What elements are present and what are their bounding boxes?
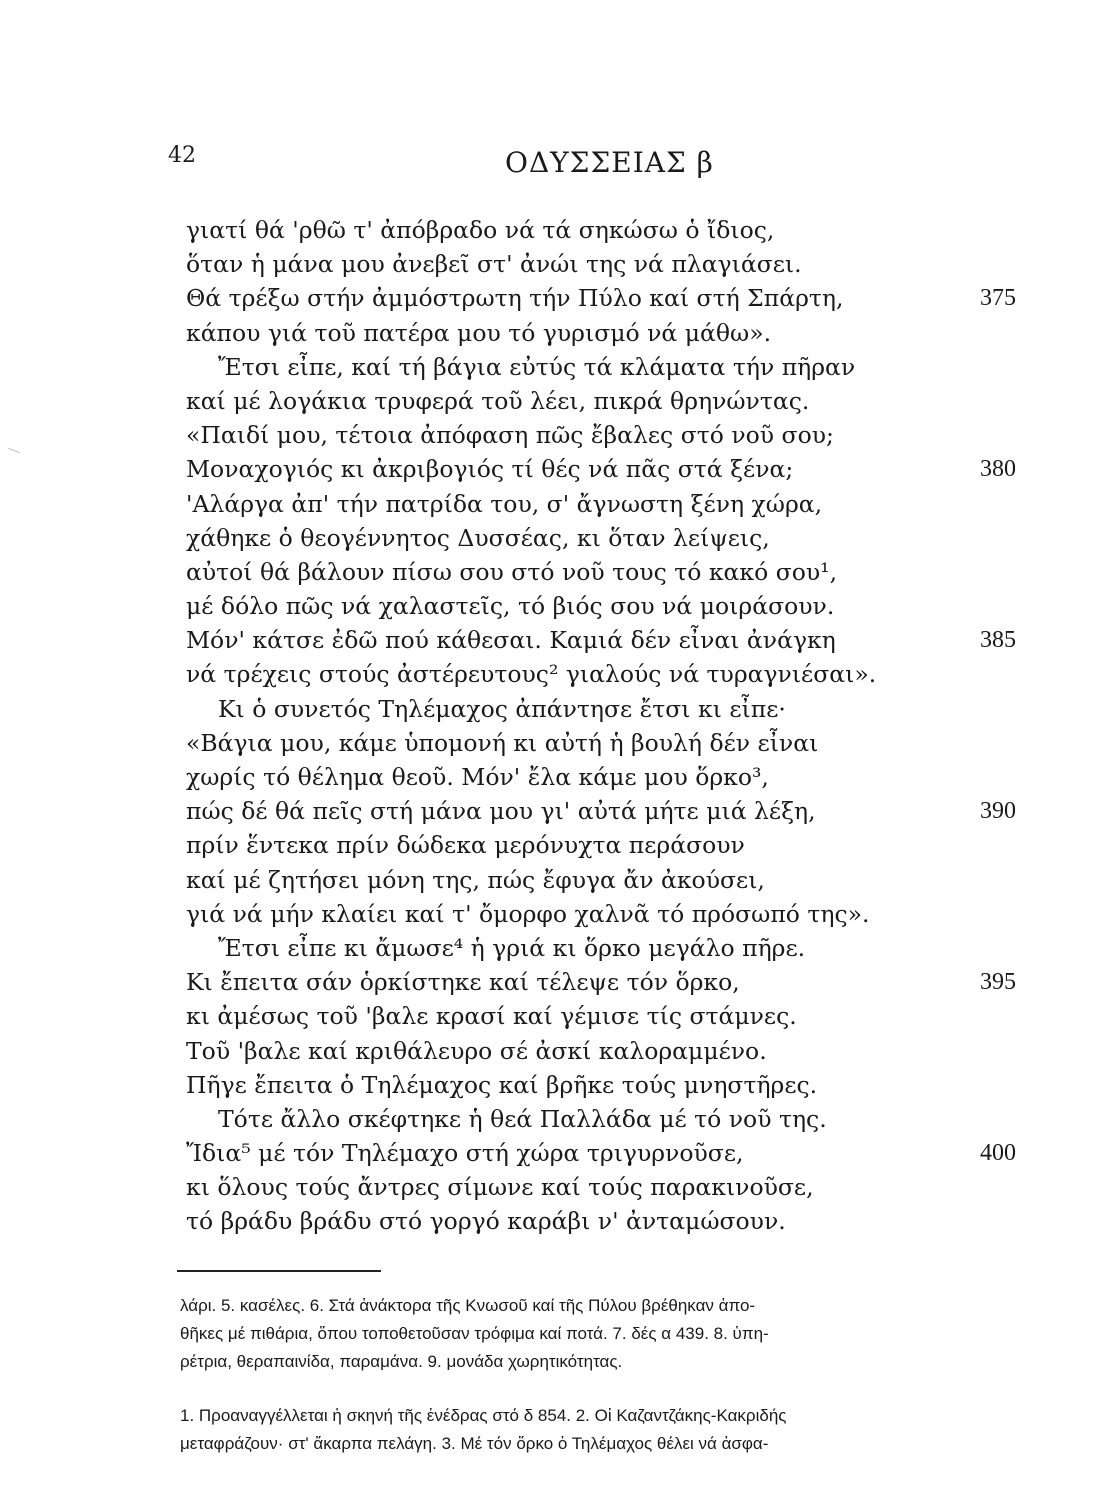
verse-line	[186, 999, 1016, 1033]
verse-text: Κι ἔπειτα σάν ὁρκίστηκε καί τέλεψε τόν ὅρκο,	[186, 968, 740, 997]
verse-line	[186, 726, 1016, 760]
running-title: ΟΔΥΣΣΕΙΑΣ β	[505, 146, 714, 179]
line-number: 385	[980, 627, 1016, 654]
verse-text: «Βάγια μου, κάμε ὑπομονή κι αὐτή ἡ βουλή δέν εἶναι	[186, 728, 819, 757]
verse-line	[186, 760, 1016, 794]
verse-text: Ἔτσι εἶπε, καί τή βάγια εὐτύς τά κλάματα τήν πῆραν	[218, 352, 856, 381]
verse-line	[186, 452, 1016, 486]
verse-text: γιά νά μήν κλαίει καί τ' ὄμορφο χαλνᾶ τό πρόσωπό της».	[186, 899, 870, 928]
verse-text: Πῆγε ἔπειτα ὁ Τηλέμαχος καί βρῆκε τούς μνηστῆρες.	[186, 1070, 818, 1099]
verse-line	[186, 794, 1016, 828]
verse-line	[186, 521, 1016, 555]
verse-text: Τοῦ 'βαλε καί κριθάλευρο σέ ἀσκί καλοραμμένο.	[186, 1036, 767, 1065]
footnotes-continued	[180, 1292, 1010, 1376]
verse-line	[186, 1170, 1016, 1204]
verse-line	[186, 384, 1016, 418]
verse-line	[186, 692, 1016, 726]
footnote-line: ρέτρια, θεραπαινίδα, παραμάνα. 9. μονάδα χωρητικότητας.	[180, 1352, 623, 1371]
verse-line	[186, 316, 1016, 350]
verse-text: 'Αλάργα ἀπ' τήν πατρίδα του, σ' ἄγνωστη ξένη χώρα,	[186, 489, 823, 518]
verse-line	[186, 555, 1016, 589]
verse-text: αὐτοί θά βάλουν πίσω σου στό νοῦ τους τό κακό σου¹,	[186, 557, 838, 586]
verse-line	[186, 828, 1016, 862]
verse-text: Ἴδια⁵ μέ τόν Τηλέμαχο στή χώρα τριγυρνοῦσε,	[186, 1139, 744, 1168]
verse-text: νά τρέχεις στούς ἀστέρευτους² γιαλούς νά τυραγνιέσαι».	[186, 660, 877, 689]
verse-line	[186, 418, 1016, 452]
verse-line	[186, 1102, 1016, 1136]
verse-text: κάπου γιά τοῦ πατέρα μου τό γυρισμό νά μάθω».	[186, 318, 772, 347]
verse-text: Μόν' κάτσε ἐδῶ πού κάθεσαι. Καμιά δέν εἶναι ἀνάγκη	[186, 626, 836, 655]
verse-line	[186, 965, 1016, 999]
poem-text	[186, 213, 1016, 1239]
verse-text: καί μέ ζητήσει μόνη της, πώς ἔφυγα ἄν ἀκούσει,	[186, 865, 765, 894]
verse-text: Θά τρέξω στήν ἀμμόστρωτη τήν Πύλο καί στή Σπάρτη,	[186, 284, 844, 313]
stray-mark	[8, 448, 20, 453]
verse-text: Μοναχογιός κι ἀκριβογιός τί θές νά πᾶς στά ξένα;	[186, 455, 794, 484]
verse-text: μέ δόλο πῶς νά χαλαστεῖς, τό βιός σου νά μοιράσουν.	[186, 592, 835, 621]
verse-line	[186, 863, 1016, 897]
verse-text: Κι ὁ συνετός Τηλέμαχος ἀπάντησε ἔτσι κι εἶπε·	[218, 694, 786, 723]
footnote-line: 1. Προαναγγέλλεται ἡ σκηνή τῆς ἐνέδρας στό δ 854. 2. Οἱ Καζαντζάκης-Κακριδής	[180, 1406, 787, 1425]
verse-line	[186, 1136, 1016, 1170]
verse-text: πρίν ἕντεκα πρίν δώδεκα μερόνυχτα περάσουν	[186, 831, 745, 860]
footnote-line: μεταφράζουν· στ' ἄκαρπα πελάγη. 3. Μέ τόν ὅρκο ὁ Τηλέμαχος θέλει νά ἀσφα-	[180, 1434, 769, 1453]
footnote-line: θῆκες μέ πιθάρια, ὅπου τοποθετοῦσαν τρόφιμα καί ποτά. 7. δές α 439. 8. ὑπη-	[180, 1324, 769, 1343]
verse-line	[186, 623, 1016, 657]
verse-text: κι ὅλους τούς ἄντρες σίμωνε καί τούς παρακινοῦσε,	[186, 1173, 814, 1202]
verse-line	[186, 1068, 1016, 1102]
verse-line	[186, 487, 1016, 521]
verse-line	[186, 1034, 1016, 1068]
verse-line	[186, 657, 1016, 691]
verse-text: καί μέ λογάκια τρυφερά τοῦ λέει, πικρά θρηνώντας.	[186, 386, 810, 415]
verse-text: τό βράδυ βράδυ στό γοργό καράβι ν' ἀνταμώσουν.	[186, 1207, 786, 1236]
verse-line	[186, 589, 1016, 623]
line-number: 390	[980, 798, 1016, 825]
verse-text: γιατί θά 'ρθῶ τ' ἀπόβραδο νά τά σηκώσω ὁ ἴδιος,	[186, 216, 775, 244]
verse-text: Ἔτσι εἶπε κι ἄμωσε⁴ ἡ γριά κι ὅρκο μεγάλο πῆρε.	[218, 933, 806, 962]
verse-text: χάθηκε ὁ θεογέννητος Δυσσέας, κι ὅταν λείψεις,	[186, 523, 770, 552]
verse-line	[186, 350, 1016, 384]
line-number: 380	[980, 456, 1016, 483]
verse-text: πώς δέ θά πεῖς στή μάνα μου γι' αὐτά μήτε μιά λέξη,	[186, 797, 816, 826]
verse-text: κι ἀμέσως τοῦ 'βαλε κρασί καί γέμισε τίς στάμνες.	[186, 1002, 797, 1031]
page-number: 42	[168, 143, 196, 168]
line-number: 375	[980, 285, 1016, 312]
verse-text: χωρίς τό θέλημα θεοῦ. Μόν' ἔλα κάμε μου ὅρκο³,	[186, 763, 769, 791]
verse-text: Τότε ἄλλο σκέφτηκε ἡ θεά Παλλάδα μέ τό νοῦ της.	[218, 1104, 827, 1133]
verse-line	[186, 897, 1016, 931]
verse-line	[186, 1204, 1016, 1238]
line-number: 395	[980, 969, 1016, 996]
verse-text: «Παιδί μου, τέτοια ἀπόφαση πῶς ἔβαλες στό νοῦ σου;	[186, 421, 834, 450]
footnote-line: λάρι. 5. κασέλες. 6. Στά ἀνάκτορα τῆς Κνωσοῦ καί τῆς Πύλου βρέθηκαν ἀπο-	[180, 1296, 756, 1315]
verse-line	[186, 213, 1016, 247]
verse-line	[186, 247, 1016, 281]
verse-line	[186, 281, 1016, 315]
verse-text: ὅταν ἡ μάνα μου ἀνεβεῖ στ' ἀνώι της νά πλαγιάσει.	[186, 250, 802, 279]
line-number: 400	[980, 1140, 1016, 1167]
verse-line	[186, 931, 1016, 965]
footnotes	[180, 1402, 1010, 1458]
footnote-rule	[177, 1270, 381, 1272]
